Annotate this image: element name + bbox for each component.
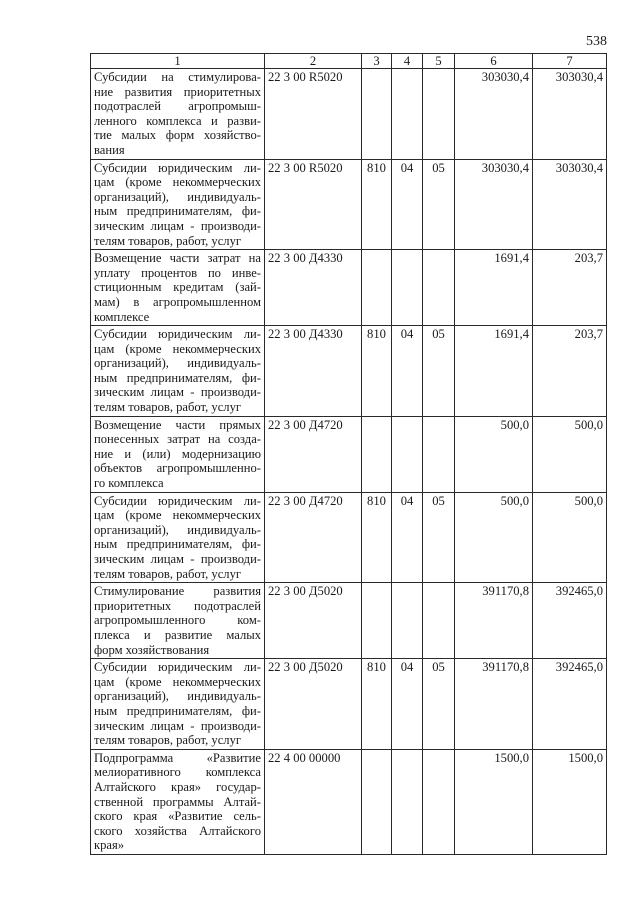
expense-type-cell — [362, 250, 392, 326]
table-row — [91, 659, 607, 750]
table-row — [91, 69, 607, 160]
row-name-cell — [91, 250, 265, 326]
subsection-cell: 05 — [423, 492, 455, 583]
subsection-cell — [423, 749, 455, 854]
row-name-line: Субсидии юридическим ли- — [94, 660, 261, 675]
row-name-cell — [91, 659, 265, 750]
row-name-line: понесенных затрат на созда- — [94, 432, 261, 447]
table-row — [91, 416, 607, 492]
amount-year2-cell: 303030,4 — [533, 69, 607, 160]
budget-table — [90, 53, 607, 855]
row-name-line: ным предпринимателям, фи- — [94, 703, 261, 718]
row-name-line: Субсидии юридическим ли- — [94, 493, 261, 508]
row-name-line: мам) в агропромышленном — [94, 294, 261, 309]
row-name-line: Субсидии юридическим ли- — [94, 327, 261, 342]
row-name-line: приоритетных подотраслей — [94, 598, 261, 613]
section-cell — [392, 583, 423, 659]
row-name-line: телям товаров, работ, услуг — [94, 400, 242, 415]
row-name-line: зическим лицам - производи- — [94, 552, 261, 566]
table-row — [91, 326, 607, 417]
table-row — [91, 159, 607, 250]
row-name-cell — [91, 159, 265, 250]
amount-year2-cell: 500,0 — [533, 416, 607, 492]
target-code-cell: 22 3 00 Д4330 — [265, 326, 362, 417]
header-col-3: 3 — [362, 54, 392, 69]
row-name-cell — [91, 326, 265, 417]
header-col-5: 5 — [423, 54, 455, 69]
target-code-cell: 22 3 00 Д4330 — [265, 250, 362, 326]
row-name-line: мелиоративного комплекса — [94, 765, 261, 780]
table-row — [91, 250, 607, 326]
table-row — [91, 492, 607, 583]
amount-year1-cell: 303030,4 — [455, 159, 533, 250]
header-col-6: 6 — [455, 54, 533, 69]
row-name-line: организаций), индивидуаль- — [94, 689, 261, 704]
row-name-cell — [91, 583, 265, 659]
section-cell — [392, 749, 423, 854]
row-name-line: организаций), индивидуаль- — [94, 356, 261, 371]
row-name-line: зическим лицам - производи- — [94, 385, 261, 400]
row-name-line: ние и (или) модернизацию — [94, 446, 261, 461]
row-name-line: цам (кроме некоммерческих — [94, 508, 261, 523]
row-name-cell — [91, 69, 265, 160]
amount-year1-cell: 1500,0 — [455, 749, 533, 854]
expense-type-cell: 810 — [362, 159, 392, 250]
amount-year2-cell: 1500,0 — [533, 749, 607, 854]
subsection-cell — [423, 250, 455, 326]
expense-type-cell: 810 — [362, 659, 392, 750]
row-name-line: ние развития приоритетных — [94, 84, 261, 99]
amount-year1-cell: 500,0 — [455, 492, 533, 583]
row-name-line: ным предпринимателям, фи- — [94, 370, 261, 385]
row-name-line: уплату процентов по инве- — [94, 265, 261, 280]
row-name-line: цам (кроме некоммерческих — [94, 341, 261, 356]
row-name-line: Возмещение части прямых — [94, 417, 261, 432]
header-col-7: 7 — [533, 54, 607, 69]
row-name-line: стиционным кредитам (зай- — [94, 280, 261, 295]
row-name-line: Подпрограмма «Развитие — [94, 750, 261, 765]
amount-year1-cell: 303030,4 — [455, 69, 533, 160]
page-number: 538 — [586, 34, 607, 49]
amount-year2-cell: 392465,0 — [533, 659, 607, 750]
amount-year2-cell: 303030,4 — [533, 159, 607, 250]
row-name-line: Стимулирование развития — [94, 584, 261, 599]
target-code-cell: 22 3 00 Д5020 — [265, 659, 362, 750]
expense-type-cell: 810 — [362, 492, 392, 583]
header-col-4: 4 — [392, 54, 423, 69]
row-name-line: цам (кроме некоммерческих — [94, 674, 261, 689]
section-cell: 04 — [392, 659, 423, 750]
row-name-line: зическим лицам - производи- — [94, 218, 261, 233]
row-name-line: ского края «Развитие сель- — [94, 809, 261, 824]
row-name-cell — [91, 749, 265, 854]
section-cell: 04 — [392, 326, 423, 417]
table-row — [91, 749, 607, 854]
expense-type-cell — [362, 416, 392, 492]
row-name-line: телям товаров, работ, услуг — [94, 233, 242, 248]
target-code-cell: 22 4 00 00000 — [265, 749, 362, 854]
row-name-line: форм хозяйствования — [94, 642, 210, 657]
row-name-line: ным предпринимателям, фи- — [94, 204, 261, 219]
subsection-cell — [423, 69, 455, 160]
row-name-line: организаций), индивидуаль- — [94, 189, 261, 204]
target-code-cell: 22 3 00 R5020 — [265, 159, 362, 250]
expense-type-cell — [362, 749, 392, 854]
row-name-line: го комплекса — [94, 476, 164, 491]
subsection-cell — [423, 583, 455, 659]
amount-year1-cell: 1691,4 — [455, 250, 533, 326]
section-cell: 04 — [392, 492, 423, 583]
row-name-cell — [91, 416, 265, 492]
row-name-line: тие малых форм хозяйство- — [94, 128, 261, 143]
amount-year2-cell: 203,7 — [533, 250, 607, 326]
row-name-line: цам (кроме некоммерческих — [94, 175, 261, 190]
row-name-line: ным предпринимателям, фи- — [94, 537, 261, 552]
expense-type-cell — [362, 583, 392, 659]
amount-year1-cell: 391170,8 — [455, 659, 533, 750]
subsection-cell — [423, 416, 455, 492]
row-name-line: объектов агропромышленно- — [94, 461, 261, 476]
table-header-row — [91, 54, 607, 69]
expense-type-cell — [362, 69, 392, 160]
row-name-line: Алтайского края» государ- — [94, 779, 261, 794]
row-name-line: плекса и развитие малых — [94, 627, 261, 642]
row-name-line: вания — [94, 142, 125, 157]
section-cell — [392, 69, 423, 160]
row-name-line: телям товаров, работ, услуг — [94, 733, 242, 748]
row-name-line: Возмещение части затрат на — [94, 251, 261, 266]
row-name-line: ственной программы Алтай- — [94, 794, 261, 809]
table-row — [91, 583, 607, 659]
expense-type-cell: 810 — [362, 326, 392, 417]
section-cell: 04 — [392, 159, 423, 250]
row-name-line: зическим лицам - производи- — [94, 718, 261, 733]
row-name-line: комплексе — [94, 309, 150, 324]
amount-year2-cell: 500,0 — [533, 492, 607, 583]
header-col-2: 2 — [265, 54, 362, 69]
section-cell — [392, 416, 423, 492]
target-code-cell: 22 3 00 Д4720 — [265, 416, 362, 492]
row-name-line: подотраслей агропромыш- — [94, 99, 261, 114]
amount-year2-cell: 203,7 — [533, 326, 607, 417]
subsection-cell: 05 — [423, 159, 455, 250]
subsection-cell: 05 — [423, 659, 455, 750]
target-code-cell: 22 3 00 Д5020 — [265, 583, 362, 659]
amount-year2-cell: 392465,0 — [533, 583, 607, 659]
row-name-line: Субсидии на стимулирова- — [94, 70, 261, 84]
subsection-cell: 05 — [423, 326, 455, 417]
row-name-line: агропромышленного ком- — [94, 613, 261, 628]
amount-year1-cell: 500,0 — [455, 416, 533, 492]
row-name-line: края» — [94, 838, 125, 853]
row-name-line: телям товаров, работ, услуг — [94, 566, 242, 581]
amount-year1-cell: 1691,4 — [455, 326, 533, 417]
row-name-line: Субсидии юридическим ли- — [94, 160, 261, 175]
amount-year1-cell: 391170,8 — [455, 583, 533, 659]
row-name-line: ского хозяйства Алтайского — [94, 823, 261, 838]
section-cell — [392, 250, 423, 326]
target-code-cell: 22 3 00 R5020 — [265, 69, 362, 160]
row-name-line: ленного комплекса и разви- — [94, 113, 261, 128]
row-name-cell — [91, 492, 265, 583]
row-name-line: организаций), индивидуаль- — [94, 522, 261, 537]
target-code-cell: 22 3 00 Д4720 — [265, 492, 362, 583]
table-body — [91, 69, 607, 855]
header-col-1: 1 — [91, 54, 265, 69]
